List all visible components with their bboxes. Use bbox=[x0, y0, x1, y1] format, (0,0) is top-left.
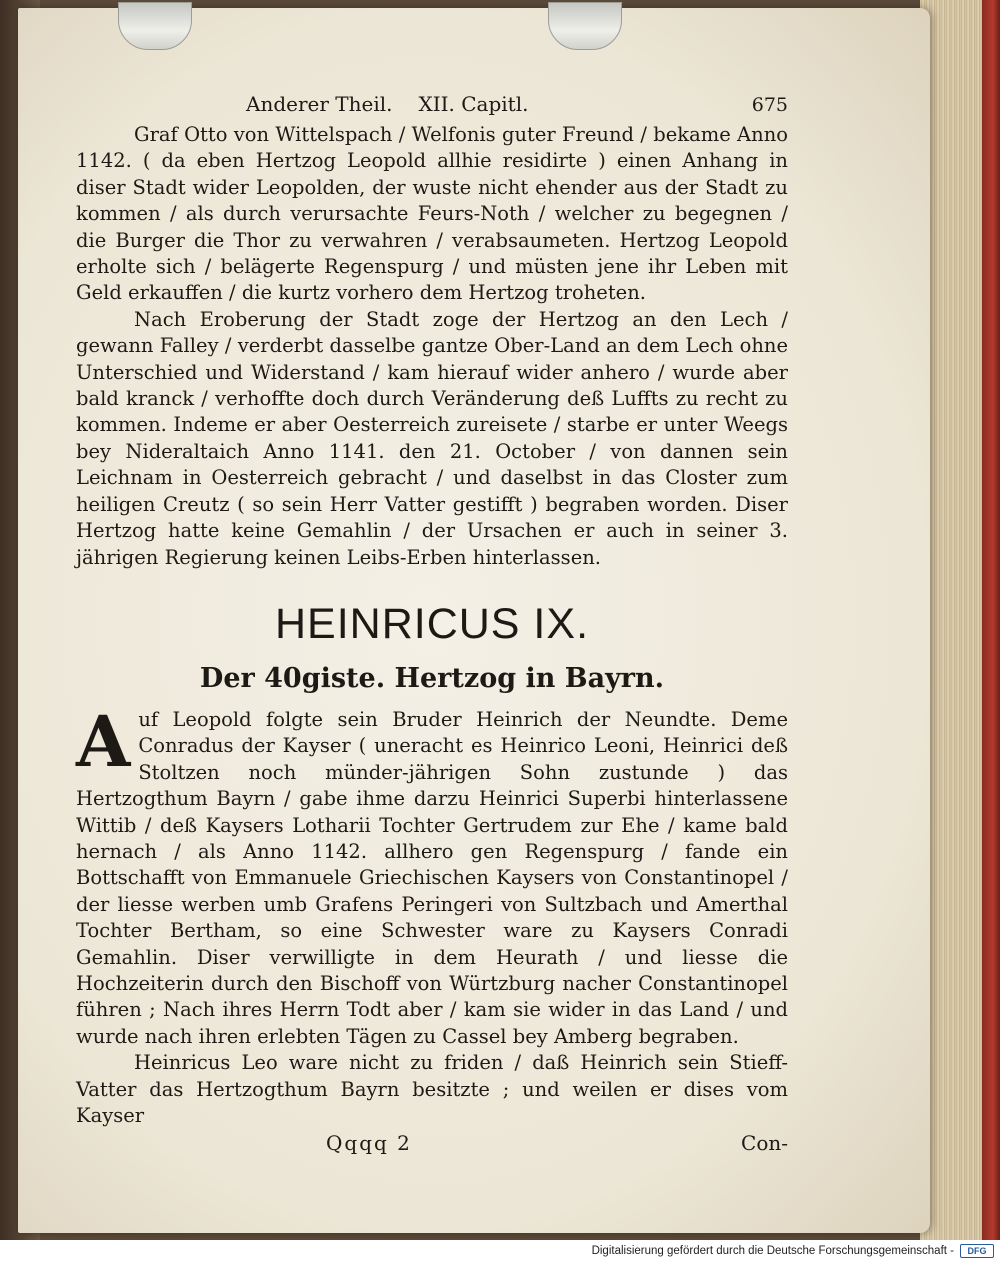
paragraph-3: uf Leopold folgte sein Bruder Heinrich der Neundte. Deme Conradus der Kayser ( uneracht es Heinrico Leoni, Heinrici deß Stoltzen noch münder-jährigen Sohn zustunde ) das Hertzogthum Bayrn / gabe ihme darzu Heinrici Superbi hinterlassene Wittib / deß Kaysers Lotharii Tochter Gertrudem zur Ehe / kame bald hernach / als Anno 1142. allhero gen Regenspurg / fande ein Bottschafft von Emmanuele Griechischen Kaysers von Constantinopel / der liesse werben umb Grafens Peringeri von Sultzbach und Amerthal Tochter Bertham, so eine Schwester ware zu Kaysers Conradi Gemahlin. Diser verwilligte in dem Heurath / und liesse die Hochzeiterin durch den Bischoff von Würtzburg nacher Constantinopel führen ; Nach ihres Herrn Todt aber / kam sie wider in das Land / und wurde nach ihren erlebten Tägen zu Cassel bey Amberg begraben. bbox=[76, 707, 788, 1048]
book-page bbox=[18, 8, 930, 1233]
catchword: Con- bbox=[741, 1131, 788, 1156]
page-block-edge bbox=[920, 0, 1000, 1240]
page-clip-right bbox=[548, 2, 622, 50]
paragraph-2: Nach Eroberung der Stadt zoge der Hertzog an den Lech / gewann Falley / verderbt dasselbe gantze Ober-Land an dem Lech ohne Unterschied und Widerstand / kam hierauf wider anhero / wurde aber bald kranck / verhoffte doch durch Veränderung deß Luffts zu recht zu kommen. Indeme er aber Oesterreich zureisete / starbe er unter Weegs bey Nideraltaich Anno 1141. den 21. October / von dannen sein Leichnam in Oesterreich gebracht / und daselbst in das Closter zum heiligen Creutz ( so sein Herr Vatter gestifft ) begraben worden. Diser Hertzog hatte keine Gemahlin / der Ursachen er auch in seiner 3. jährigen Regierung keinen Leibs-Erben hinterlassen. bbox=[76, 307, 788, 569]
header-chapter: XII. Capitl. bbox=[418, 92, 529, 116]
section-title: HEINRICUS IX. bbox=[274, 599, 590, 648]
drop-cap: A bbox=[76, 699, 131, 783]
page-footer bbox=[76, 1131, 788, 1155]
page-number: 675 bbox=[751, 94, 788, 116]
funding-credit: Digitalisierung gefördert durch die Deutsche Forschungsgemeinschaft - bbox=[591, 1245, 954, 1257]
running-header bbox=[246, 92, 788, 122]
header-part: Anderer Theil. bbox=[246, 92, 393, 116]
paragraph-3-wrapper bbox=[76, 699, 788, 1050]
section-subtitle: Der 40giste. Hertzog in Bayrn. bbox=[199, 662, 665, 694]
paragraph-4: Heinricus Leo ware nicht zu friden / daß Heinrich sein Stieff-Vatter das Hertzogthum Bayrn besitzte ; und weilen er dises vom Kayser bbox=[76, 1051, 788, 1127]
page-clip-left bbox=[118, 2, 192, 50]
page-text-block bbox=[76, 92, 788, 1155]
credit-bar bbox=[0, 1240, 1000, 1263]
dfg-logo-icon: DFG bbox=[960, 1244, 994, 1258]
signature-mark: Qqqq 2 bbox=[326, 1131, 412, 1156]
paragraph-1: Graf Otto von Wittelspach / Welfonis guter Freund / bekame Anno 1142. ( da eben Hertzog Leopold allhie residirte ) einen Anhang in diser Stadt wider Leopolden, der wuste nicht ehender aus der Stadt zu kommen / als durch verursachte Feurs-Noth / welcher zu begegnen / die Burger die Thor zu verwahren / verabsaumeten. Hertzog Leopold erholte sich / belägerte Regenspurg / und müsten jene ihr Leben mit Geld erkauffen / die kurtz vorhero dem Hertzog troheten. bbox=[76, 123, 788, 305]
